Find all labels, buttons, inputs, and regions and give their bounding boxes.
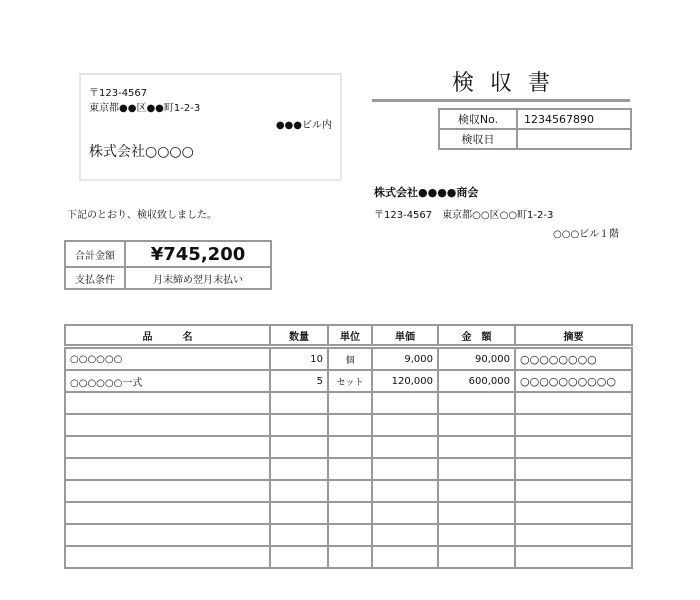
- cell-remarks: [515, 436, 632, 458]
- cell-item-name: [65, 436, 270, 458]
- intro-text: 下記のとおり、検収致しました。: [67, 210, 217, 221]
- total-amount-value: ¥745,200: [125, 241, 271, 267]
- sender-building: ○○○ビル１階: [553, 229, 620, 240]
- header-quantity: 数量: [270, 325, 328, 347]
- cell-unit: 個: [328, 347, 372, 371]
- cell-quantity: [270, 414, 328, 436]
- meta-value: [517, 129, 631, 149]
- cell-amount: [438, 524, 515, 546]
- cell-item-name: ○○○○○○一式: [65, 370, 270, 392]
- table-row: [65, 524, 632, 546]
- cell-quantity: [270, 392, 328, 414]
- cell-unit: [328, 392, 372, 414]
- sender-address: 〒123-4567 東京都○○区○○町1-2-3: [374, 210, 554, 221]
- cell-remarks: [515, 480, 632, 502]
- header-amount: 金 額: [438, 325, 515, 347]
- cell-unit-price: 120,000: [372, 370, 438, 392]
- cell-quantity: [270, 502, 328, 524]
- table-row: [65, 436, 632, 458]
- document-title: 検収書: [451, 71, 566, 96]
- table-row: [65, 370, 632, 392]
- cell-item-name: [65, 414, 270, 436]
- cell-item-name: [65, 546, 270, 568]
- cell-unit: [328, 546, 372, 568]
- totals-table: [64, 240, 272, 290]
- header-unit-price: 単価: [372, 325, 438, 347]
- cell-amount: [438, 436, 515, 458]
- recipient-postal: 〒123-4567: [89, 88, 148, 99]
- cell-unit: [328, 502, 372, 524]
- items-body: [65, 347, 632, 569]
- table-row: [65, 347, 632, 371]
- cell-amount: [438, 502, 515, 524]
- cell-remarks: [515, 546, 632, 568]
- total-amount-row: [65, 241, 271, 267]
- table-row: [65, 480, 632, 502]
- table-row: [65, 502, 632, 524]
- cell-amount: 600,000: [438, 370, 515, 392]
- cell-remarks: [515, 414, 632, 436]
- cell-unit-price: [372, 502, 438, 524]
- recipient-address: 東京都●●区●●町1-2-3: [89, 103, 201, 114]
- table-row: [65, 392, 632, 414]
- cell-amount: [438, 480, 515, 502]
- cell-unit: [328, 458, 372, 480]
- cell-remarks: ○○○○○○○○: [515, 347, 632, 371]
- cell-remarks: [515, 458, 632, 480]
- cell-unit-price: [372, 414, 438, 436]
- table-row: [65, 546, 632, 568]
- cell-item-name: [65, 458, 270, 480]
- cell-item-name: [65, 502, 270, 524]
- meta-row: [439, 109, 631, 129]
- title-underline: [372, 99, 630, 102]
- cell-amount: 90,000: [438, 347, 515, 371]
- cell-quantity: [270, 480, 328, 502]
- meta-row: [439, 129, 631, 149]
- cell-amount: [438, 546, 515, 568]
- meta-label: 検収日: [439, 129, 517, 149]
- header-item-name: 品 名: [65, 325, 270, 347]
- cell-unit: [328, 414, 372, 436]
- cell-unit: [328, 480, 372, 502]
- items-table: [64, 324, 633, 569]
- cell-quantity: [270, 458, 328, 480]
- cell-unit: [328, 436, 372, 458]
- cell-unit-price: [372, 392, 438, 414]
- cell-unit-price: [372, 436, 438, 458]
- cell-item-name: [65, 392, 270, 414]
- cell-quantity: [270, 546, 328, 568]
- cell-quantity: 10: [270, 347, 328, 371]
- payment-terms-row: [65, 267, 271, 289]
- recipient-box: [79, 73, 342, 181]
- table-row: [65, 414, 632, 436]
- header-remarks: 摘要: [515, 325, 632, 347]
- total-amount-label: 合計金額: [65, 241, 125, 267]
- cell-unit-price: [372, 546, 438, 568]
- cell-remarks: [515, 392, 632, 414]
- cell-amount: [438, 392, 515, 414]
- cell-unit-price: 9,000: [372, 347, 438, 371]
- cell-unit-price: [372, 458, 438, 480]
- cell-quantity: 5: [270, 370, 328, 392]
- cell-unit-price: [372, 480, 438, 502]
- cell-remarks: [515, 502, 632, 524]
- header-unit: 単位: [328, 325, 372, 347]
- cell-quantity: [270, 524, 328, 546]
- cell-amount: [438, 414, 515, 436]
- table-row: [65, 458, 632, 480]
- cell-item-name: [65, 524, 270, 546]
- meta-table: [438, 108, 632, 150]
- payment-terms-label: 支払条件: [65, 267, 125, 289]
- recipient-building: ●●●ビル内: [275, 120, 332, 131]
- payment-terms-value: 月末締め翌月末払い: [125, 267, 271, 289]
- items-header-row: [65, 325, 632, 347]
- recipient-company: 株式会社○○○○: [89, 144, 194, 160]
- cell-amount: [438, 458, 515, 480]
- cell-unit: [328, 524, 372, 546]
- meta-value: 1234567890: [517, 109, 631, 129]
- cell-item-name: [65, 480, 270, 502]
- cell-remarks: [515, 524, 632, 546]
- meta-label: 検収No.: [439, 109, 517, 129]
- sender-company: 株式会社●●●●商会: [374, 186, 479, 199]
- cell-item-name: ○○○○○○: [65, 347, 270, 371]
- cell-quantity: [270, 436, 328, 458]
- cell-unit: セット: [328, 370, 372, 392]
- cell-unit-price: [372, 524, 438, 546]
- cell-remarks: ○○○○○○○○○○: [515, 370, 632, 392]
